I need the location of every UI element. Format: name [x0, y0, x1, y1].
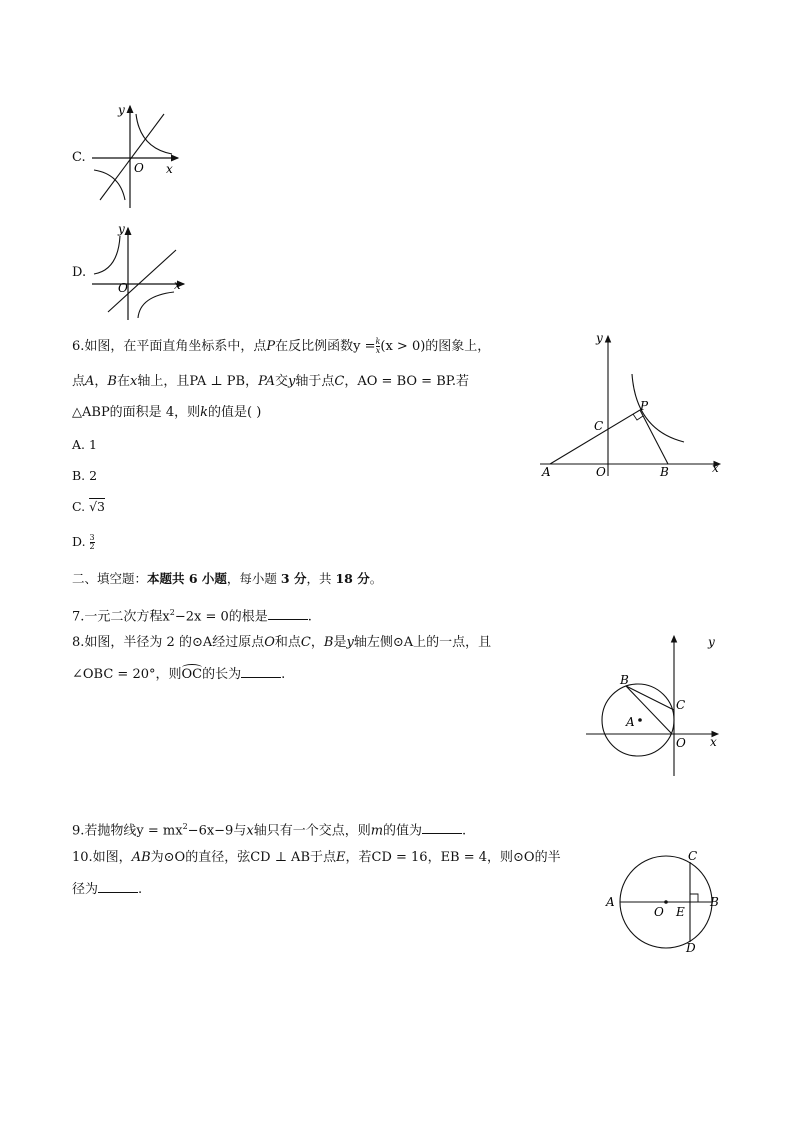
q10-line-1: 10.如图，AB为⊙O的直径，弦CD ⊥ AB于点E，若CD = 16，EB = 4，则⊙O的半: [72, 850, 561, 865]
y-label: y: [708, 635, 715, 649]
hyperbola-branch-2: [94, 170, 125, 200]
hyperbola-branch-2: [138, 292, 174, 318]
point-a-label: A: [542, 465, 551, 479]
x-label: x: [166, 162, 173, 176]
center-a-dot: [638, 718, 642, 722]
q6-option-c: C. √3: [72, 499, 105, 514]
x-label: x: [712, 461, 719, 475]
q10-figure: [600, 848, 730, 958]
circle-a: [602, 684, 674, 756]
x-label: x: [174, 278, 181, 292]
y-label: y: [596, 331, 603, 345]
point-c-label: C: [594, 419, 604, 433]
q6-figure: [536, 330, 728, 480]
point-b-label: B: [660, 465, 669, 479]
origin-label: O: [118, 281, 128, 295]
q6-line-1: 6.如图，在平面直角坐标系中，点P在反比例函数y = $\frac{k}{x}$ (x > 0)的图象上，: [72, 337, 491, 355]
q6-option-b: B. 2: [72, 468, 98, 483]
y-label: y: [118, 103, 125, 117]
point-o-label: O: [676, 736, 686, 750]
point-c-label: C: [676, 698, 686, 712]
segment-pb: [640, 410, 668, 464]
q6-option-a: A. 1: [72, 437, 97, 452]
option-c-graph: [88, 100, 188, 212]
q6-line-3: △ABP的面积是 4，则k的值是( ): [72, 405, 262, 420]
q8-figure: [584, 630, 724, 780]
origin-label: O: [134, 161, 144, 175]
right-angle-mark: [690, 894, 698, 902]
point-o-label: O: [654, 905, 664, 919]
hyperbola-branch-1: [136, 114, 172, 154]
q7: 7.一元二次方程$x^2-2x = 0$的根是 .: [72, 608, 312, 625]
point-b-label: B: [620, 673, 629, 687]
point-o-label: O: [596, 465, 606, 479]
center-o-dot: [664, 900, 668, 904]
hyperbola-branch-1: [94, 236, 120, 274]
q9: 9.若抛物线$y = mx^2-6x-9$与x轴只有一个交点，则m的值为 .: [72, 822, 467, 839]
q6-line-2: 点A，B在x轴上，且PA ⊥ PB，PA交y轴于点C，AO = BO = BP.若: [72, 374, 469, 389]
option-d-label: D.: [72, 265, 87, 280]
point-e-label: E: [676, 905, 685, 919]
q7-answer-blank[interactable]: [268, 607, 308, 620]
point-a-label: A: [606, 895, 615, 909]
option-c-label: C.: [72, 150, 86, 165]
point-d-label: D: [686, 941, 696, 955]
point-p-label: P: [640, 399, 649, 413]
x-label: x: [710, 735, 717, 749]
section-2-header: 二、填空题：本题共 6 小题，每小题 3 分，共 18 分。: [72, 571, 383, 586]
linear-function-line: [100, 114, 164, 200]
q9-answer-blank[interactable]: [422, 821, 462, 834]
q10-answer-blank[interactable]: [98, 880, 138, 893]
q8-line-2: ∠OBC = 20°，则 OC的长为 .: [72, 665, 285, 684]
y-label: y: [118, 222, 125, 236]
q10-line-2: 径为 .: [72, 882, 143, 897]
point-a-label: A: [626, 715, 635, 729]
point-b-label: B: [710, 895, 719, 909]
right-angle-mark: [633, 414, 643, 420]
point-c-label: C: [688, 849, 698, 863]
q8-line-1: 8.如图，半径为 2 的⊙A经过原点O和点C，B是y轴左侧⊙A上的一点，且: [72, 635, 492, 650]
q6-option-d: D. $\frac{3}{2}$: [72, 533, 95, 551]
q8-answer-blank[interactable]: [241, 665, 281, 678]
option-d-graph: [88, 222, 188, 322]
